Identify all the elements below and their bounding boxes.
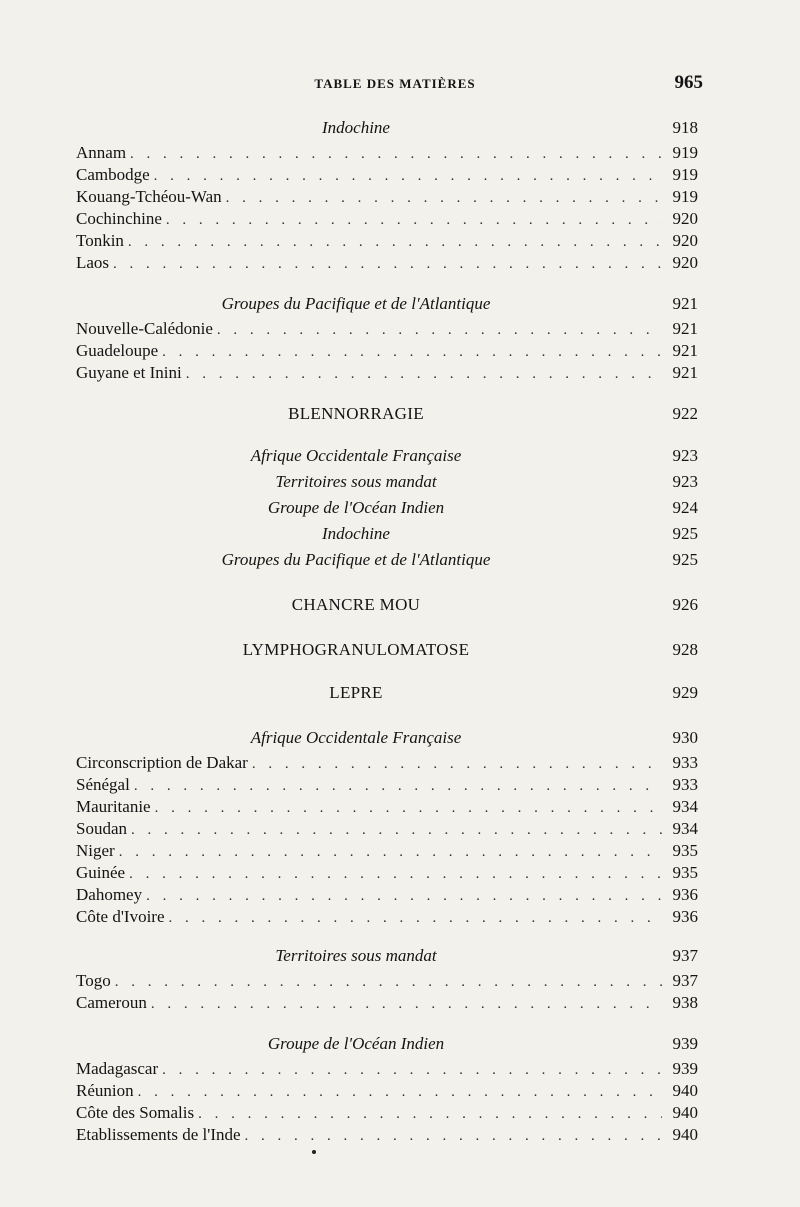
dot-leader bbox=[217, 319, 662, 341]
heading-page: 929 bbox=[672, 683, 698, 702]
heading-page: 939 bbox=[672, 1034, 698, 1053]
toc-entry-page: 940 bbox=[672, 1125, 698, 1144]
section-heading bbox=[76, 681, 698, 705]
dot-leader bbox=[186, 363, 662, 385]
heading-text: Territoires sous mandat bbox=[275, 472, 437, 491]
toc-entry-page: 920 bbox=[672, 209, 698, 228]
toc-entry-page: 935 bbox=[672, 841, 698, 860]
dot-leader bbox=[128, 231, 662, 253]
toc-entry-label: Kouang-Tchéou-Wan bbox=[76, 187, 222, 206]
subsection-heading bbox=[76, 116, 698, 140]
heading-text: Territoires sous mandat bbox=[275, 946, 437, 965]
toc-entry-label: Sénégal bbox=[76, 775, 130, 794]
toc-entry-page: 935 bbox=[672, 863, 698, 882]
toc-entry-page: 933 bbox=[672, 775, 698, 794]
section-heading bbox=[76, 402, 698, 426]
heading-text: Indochine bbox=[322, 524, 390, 543]
toc-entry bbox=[76, 1102, 698, 1124]
toc-entry-page: 920 bbox=[672, 231, 698, 250]
toc-entry-label: Tonkin bbox=[76, 231, 124, 250]
toc-entry bbox=[76, 862, 698, 884]
toc-entry-label: Soudan bbox=[76, 819, 127, 838]
toc-entry-label: Etablissements de l'Inde bbox=[76, 1125, 241, 1144]
toc-entry-label: Dahomey bbox=[76, 885, 143, 904]
subsection-heading bbox=[76, 496, 698, 520]
running-header-title: TABLE DES MATIÈRES bbox=[314, 76, 476, 91]
dot-leader bbox=[129, 863, 662, 885]
toc-entry-label: Circonscription de Dakar bbox=[76, 753, 248, 772]
dot-leader bbox=[130, 143, 662, 165]
heading-text: Groupe de l'Océan Indien bbox=[267, 498, 445, 517]
subsection-heading bbox=[76, 470, 698, 494]
toc-entry bbox=[76, 752, 698, 774]
dot-leader bbox=[146, 885, 662, 907]
dot-leader bbox=[198, 1103, 662, 1125]
toc-entry-label: Madagascar bbox=[76, 1059, 159, 1078]
heading-page: 925 bbox=[672, 550, 698, 569]
dot-leader bbox=[115, 971, 662, 993]
heading-page: 924 bbox=[672, 498, 698, 517]
heading-text: Indochine bbox=[322, 118, 390, 137]
toc-entry-label: Guadeloupe bbox=[76, 341, 159, 360]
heading-text: Groupes du Pacifique et de l'Atlantique bbox=[221, 294, 491, 313]
heading-page: 921 bbox=[672, 294, 698, 313]
toc-entry-label: Niger bbox=[76, 841, 115, 860]
toc-entry-label: Guinée bbox=[76, 863, 126, 882]
toc-entry-label: Togo bbox=[76, 971, 111, 990]
toc-entry bbox=[76, 970, 698, 992]
toc-entry-label: Côte d'Ivoire bbox=[76, 907, 165, 926]
toc-entry-label: Côte des Somalis bbox=[76, 1103, 195, 1122]
dot-leader bbox=[162, 1059, 662, 1081]
heading-page: 928 bbox=[672, 640, 698, 659]
subsection-heading bbox=[76, 292, 698, 316]
toc-entry bbox=[76, 774, 698, 796]
heading-page: 930 bbox=[672, 728, 698, 747]
toc-entry-page: 920 bbox=[672, 253, 698, 272]
toc-entry-page: 940 bbox=[672, 1103, 698, 1122]
dot-leader bbox=[131, 819, 662, 841]
heading-page: 922 bbox=[672, 404, 698, 423]
toc-entry-page: 938 bbox=[672, 993, 698, 1012]
heading-page: 923 bbox=[672, 472, 698, 491]
dot-leader bbox=[166, 209, 662, 231]
toc-entry-page: 936 bbox=[672, 885, 698, 904]
toc-entry-label: Guyane et Inini bbox=[76, 363, 182, 382]
toc-entry bbox=[76, 840, 698, 862]
toc-entry bbox=[76, 818, 698, 840]
toc-entry bbox=[76, 318, 698, 340]
toc-entry-label: Cambodge bbox=[76, 165, 150, 184]
heading-text: BLENNORRAGIE bbox=[288, 404, 424, 423]
toc-entry bbox=[76, 1058, 698, 1080]
dot-leader bbox=[169, 907, 662, 929]
heading-text: Afrique Occidentale Française bbox=[250, 728, 462, 747]
subsection-heading bbox=[76, 522, 698, 546]
subsection-heading bbox=[76, 548, 698, 572]
ink-speck bbox=[312, 1150, 316, 1154]
toc-entry-page: 921 bbox=[672, 319, 698, 338]
toc-entry-label: Laos bbox=[76, 253, 110, 272]
heading-text: CHANCRE MOU bbox=[291, 595, 421, 614]
toc-entry-label: Nouvelle-Calédonie bbox=[76, 319, 213, 338]
toc-entry-label: Annam bbox=[76, 143, 127, 162]
toc-entry-page: 934 bbox=[672, 819, 698, 838]
heading-text: Groupe de l'Océan Indien bbox=[267, 1034, 445, 1053]
heading-page: 923 bbox=[672, 446, 698, 465]
heading-text: LYMPHOGRANULOMATOSE bbox=[242, 640, 470, 659]
toc-entry bbox=[76, 992, 698, 1014]
toc-entry bbox=[76, 1124, 698, 1146]
toc-entry-page: 921 bbox=[672, 341, 698, 360]
dot-leader bbox=[252, 753, 662, 775]
heading-text: LEPRE bbox=[329, 683, 383, 702]
toc-entry bbox=[76, 1080, 698, 1102]
heading-page: 925 bbox=[672, 524, 698, 543]
dot-leader bbox=[113, 253, 662, 275]
toc-entry bbox=[76, 884, 698, 906]
heading-text: Afrique Occidentale Française bbox=[250, 446, 462, 465]
dot-leader bbox=[245, 1125, 662, 1147]
toc-entry-label: Mauritanie bbox=[76, 797, 151, 816]
toc-entry-label: Réunion bbox=[76, 1081, 134, 1100]
subsection-heading bbox=[76, 944, 698, 968]
toc-entry-label: Cochinchine bbox=[76, 209, 162, 228]
subsection-heading bbox=[76, 726, 698, 750]
dot-leader bbox=[151, 993, 662, 1015]
toc-entry bbox=[76, 252, 698, 274]
toc-entry-page: 939 bbox=[672, 1059, 698, 1078]
page-number: 965 bbox=[674, 72, 703, 93]
heading-page: 918 bbox=[672, 118, 698, 137]
section-heading bbox=[76, 593, 698, 617]
heading-page: 926 bbox=[672, 595, 698, 614]
dot-leader bbox=[162, 341, 662, 363]
dot-leader bbox=[155, 797, 662, 819]
dot-leader bbox=[138, 1081, 662, 1103]
toc-entry-label: Cameroun bbox=[76, 993, 147, 1012]
subsection-heading bbox=[76, 444, 698, 468]
dot-leader bbox=[226, 187, 662, 209]
toc-entry-page: 940 bbox=[672, 1081, 698, 1100]
toc-entry bbox=[76, 340, 698, 362]
dot-leader bbox=[134, 775, 662, 797]
toc-entry bbox=[76, 906, 698, 928]
heading-text: Groupes du Pacifique et de l'Atlantique bbox=[221, 550, 491, 569]
subsection-heading bbox=[76, 1032, 698, 1056]
toc-entry bbox=[76, 186, 698, 208]
toc-entry-page: 921 bbox=[672, 363, 698, 382]
toc-entry-page: 919 bbox=[672, 165, 698, 184]
toc-entry bbox=[76, 362, 698, 384]
toc-entry-page: 934 bbox=[672, 797, 698, 816]
toc-entry bbox=[76, 142, 698, 164]
toc-entry-page: 919 bbox=[672, 143, 698, 162]
dot-leader bbox=[154, 165, 662, 187]
toc-entry-page: 937 bbox=[672, 971, 698, 990]
toc-entry bbox=[76, 208, 698, 230]
section-heading bbox=[76, 638, 698, 662]
toc-entry bbox=[76, 230, 698, 252]
toc-entry bbox=[76, 164, 698, 186]
toc-entry bbox=[76, 796, 698, 818]
heading-page: 937 bbox=[672, 946, 698, 965]
toc-entry-page: 933 bbox=[672, 753, 698, 772]
toc-entry-page: 919 bbox=[672, 187, 698, 206]
toc-entry-page: 936 bbox=[672, 907, 698, 926]
dot-leader bbox=[119, 841, 662, 863]
